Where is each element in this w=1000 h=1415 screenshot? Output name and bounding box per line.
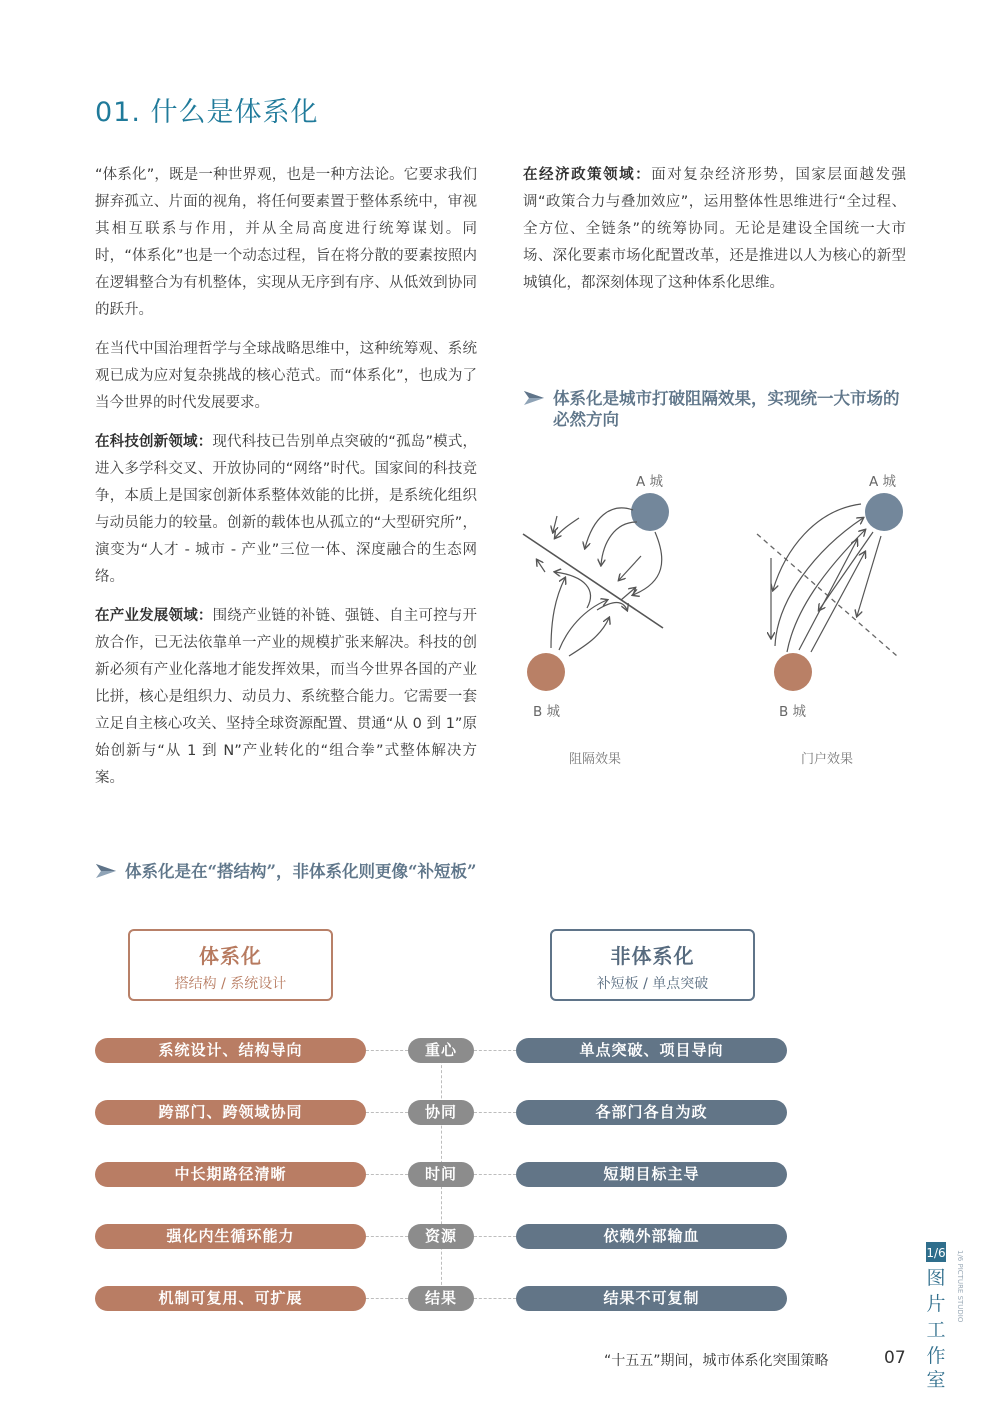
comparison-row: [0, 1286, 1000, 1312]
left-pill: 中长期路径清晰: [95, 1162, 366, 1187]
systematic-box: [128, 929, 333, 1001]
svg-text:图: 图: [926, 1267, 946, 1289]
barrier-diagram: [523, 493, 669, 691]
left-pill: 机制可复用、可扩展: [95, 1286, 366, 1311]
context-paragraph: 在当代中国治理哲学与全球战略思维中，这种统筹观、系统观已成为应对复杂挑战的核心范式。而“体系化”，也成为了当今世界的时代发展要求。: [95, 341, 477, 411]
arrow-icon: [95, 863, 117, 879]
city-a-right: [865, 493, 903, 531]
industry-body: 围绕产业链的补链、强链、自主可控与开放合作，已无法依靠单一产业的规模扩张来解决。科技的创新必须有产业化落地才能发挥效果，而当今世界各国的产业比拼，核心是组织力、动员力、系统整合能力。它需要一套立足自主核心攻关、坚持全球资源配置、贯通“从 0 到 1”原始创新与“从 1 到 N”产业转化的“组合拳”式整体解决方案。: [95, 608, 478, 786]
studio-logo: [924, 1240, 968, 1390]
barrier-line: [523, 534, 663, 628]
economy-body: 面对复杂经济形势，国家层面越发强调“政策合力与叠加效应”，运用整体性思维进行“全过程、全方位、全链条”的统筹协同。无论是建设全国统一大市场、深化要素市场化配置改革，还是推进以人为核心的新型城镇化，都深刻体现了这种体系化思维。: [523, 167, 907, 291]
city-a-left: [631, 493, 669, 531]
city-a-label-right: A 城: [869, 474, 897, 490]
comparison-row: [0, 1100, 1000, 1126]
non-systematic-subtitle: 补短板 / 单点突破: [596, 976, 709, 992]
barrier-caption: 阻隔效果: [569, 752, 622, 767]
svg-text:1/6 PICTURE STUDIO: 1/6 PICTURE STUDIO: [956, 1250, 964, 1323]
center-pill: 结果: [408, 1286, 474, 1311]
city-b-label-left: B 城: [533, 704, 561, 720]
city-diagram-svg: [515, 460, 925, 780]
comparison-subheading: 体系化是在“搭结构”，非体系化则更像“补短板”: [95, 861, 695, 882]
economy-lead: 在经济政策领域：: [523, 167, 652, 183]
svg-text:作: 作: [926, 1345, 946, 1367]
tech-lead: 在科技创新领域：: [95, 434, 213, 450]
footer-text: “十五五”期间，城市体系化突围策略: [604, 1353, 829, 1369]
city-b-label-right: B 城: [779, 704, 807, 720]
center-pill: 协同: [408, 1100, 474, 1125]
intro-paragraph: “体系化”，既是一种世界观，也是一种方法论。它要求我们摒弃孤立、片面的视角，将任何要素置于整体系统中，审视其相互联系与作用，并从全局高度进行统筹谋划。同时，“体系化”也是一个动态过程，旨在将分散的要素按照内在逻辑整合为有机整体，实现从无序到有序、从低效到协同的跃升。: [95, 167, 477, 318]
non-systematic-box: [550, 929, 755, 1001]
left-pill: 系统设计、结构导向: [95, 1038, 366, 1063]
non-systematic-title: 非体系化: [610, 944, 695, 968]
comparison-row: [0, 1162, 1000, 1188]
gateway-diagram: [757, 493, 903, 691]
city-b-right: [774, 653, 812, 691]
economy-paragraph: [523, 162, 906, 297]
right-pill: 单点突破、项目导向: [516, 1038, 787, 1063]
right-pill: 结果不可复制: [516, 1286, 787, 1311]
right-column: [523, 162, 906, 309]
svg-text:室: 室: [926, 1369, 946, 1390]
page-number: 07: [884, 1348, 906, 1368]
tech-body: 现代科技已告别单点突破的“孤岛”模式，进入多学科交叉、开放协同的“网络”时代。国家间的科技竞争，本质上是国家创新体系整体效能的比拼，是系统化组织与动员能力的较量。创新的载体也从孤立的“大型研究所”，演变为“人才 - 城市 - 产业”三位一体、深度融合的生态网络。: [95, 434, 477, 585]
left-pill: 跨部门、跨领域协同: [95, 1100, 366, 1125]
left-column: [95, 162, 477, 804]
left-pill: 强化内生循环能力: [95, 1224, 366, 1249]
svg-text:工: 工: [926, 1319, 946, 1341]
page-title: 01. 什么是体系化: [95, 97, 319, 128]
center-pill: 重心: [408, 1038, 474, 1063]
arrow-icon: [523, 390, 545, 406]
right-pill: 短期目标主导: [516, 1162, 787, 1187]
svg-text:1/6: 1/6: [926, 1246, 946, 1260]
comparison-row: [0, 1038, 1000, 1064]
right-pill: 各部门各自为政: [516, 1100, 787, 1125]
center-pill: 资源: [408, 1224, 474, 1249]
systematic-subtitle: 搭结构 / 系统设计: [174, 976, 287, 992]
studio-logo-icon: [924, 1240, 968, 1390]
city-b-left: [527, 653, 565, 691]
comparison-row: [0, 1224, 1000, 1250]
industry-lead: 在产业发展领域：: [95, 608, 213, 624]
center-pill: 时间: [408, 1162, 474, 1187]
city-a-label-left: A 城: [636, 474, 664, 490]
industry-paragraph: [95, 603, 477, 792]
gateway-caption: 门户效果: [801, 752, 854, 767]
tech-paragraph: [95, 429, 477, 591]
svg-text:片: 片: [926, 1293, 946, 1315]
right-pill: 依赖外部输血: [516, 1224, 787, 1249]
systematic-title: 体系化: [199, 944, 262, 968]
city-diagram: [515, 460, 925, 780]
diagram-subheading: 体系化是城市打破阻隔效果，实现统一大市场的必然方向: [523, 388, 913, 430]
